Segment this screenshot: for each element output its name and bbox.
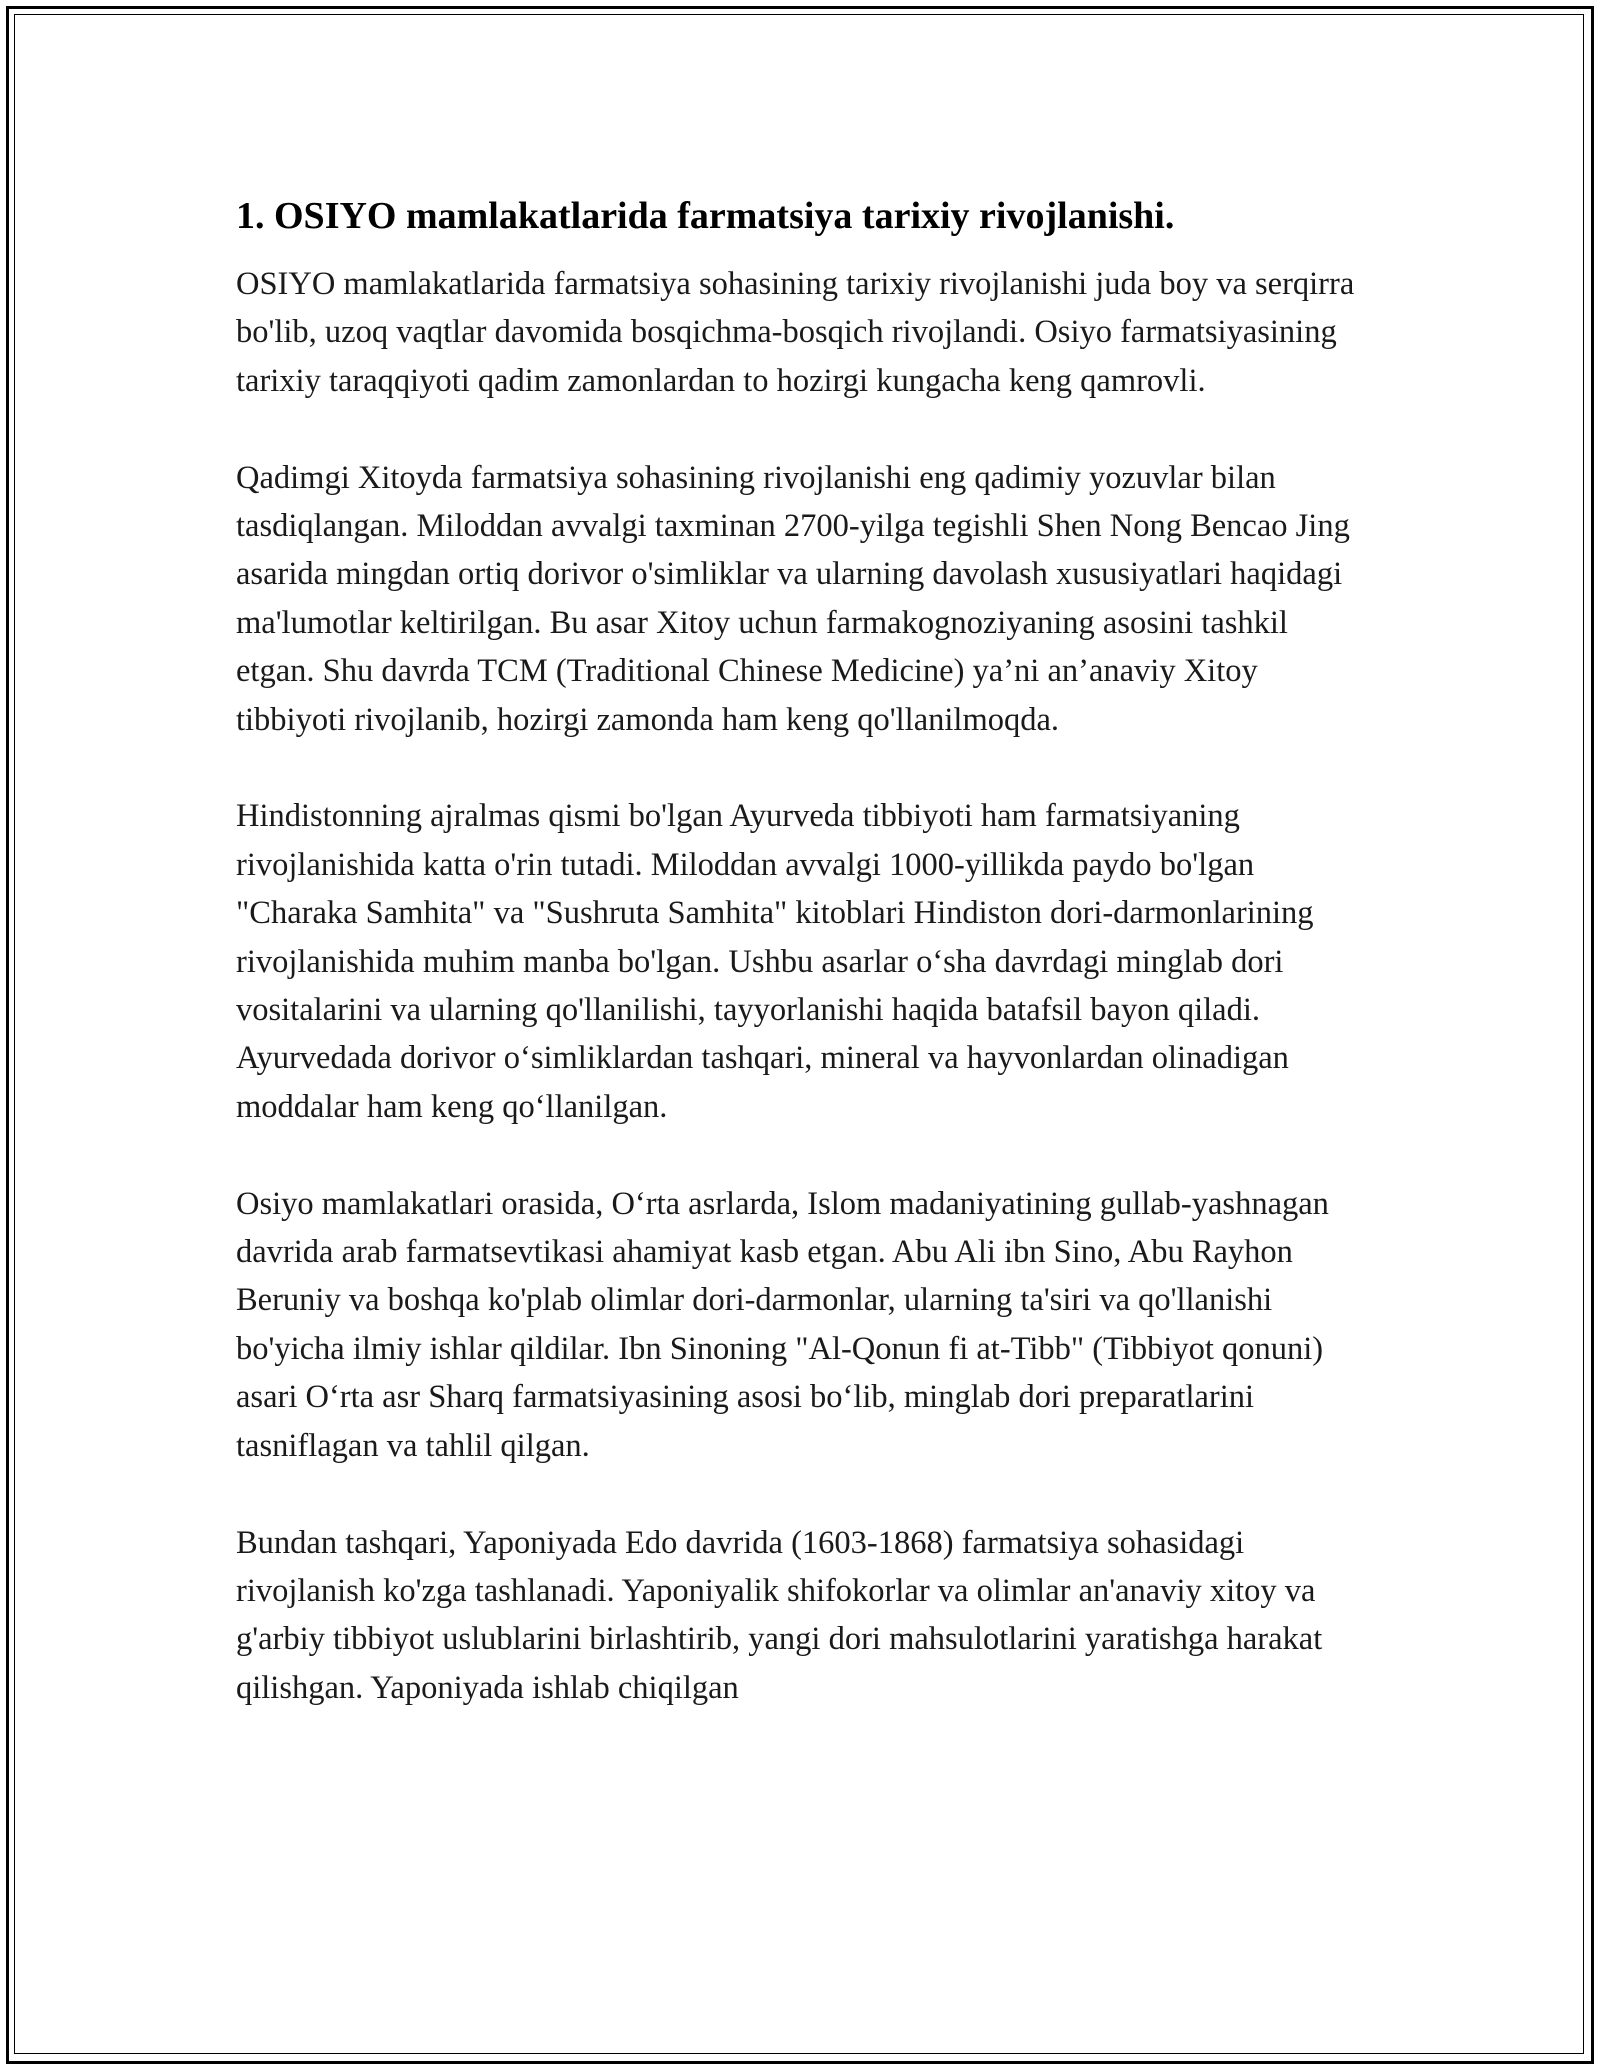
paragraph-islamic: Osiyo mamlakatlari orasida, O‘rta asrlarda, Islom madaniyatining gullab-yashnagan davrida arab farmatsevtikasi ahamiyat kasb etgan. Abu Ali ibn Sino, Abu Rayhon Beruniy va boshqa ko'plab olimlar dori-darmonlar, ularning ta'siri va qo'llanishi bo'yicha ilmiy ishlar qildilar. Ibn Sinoning "Al-Qonun fi at-Tibb" (Tibbiyot qonuni) asari O‘rta asr Sharq farmatsiyasining asosi bo‘lib, minglab dori preparatlarini tasniflagan va tahlil qilgan. [236,1185,1329,1464]
document-body [236,188,1366,1761]
paragraph-china: Qadimgi Xitoyda farmatsiya sohasining rivojlanishi eng qadimiy yozuvlar bilan tasdiqlangan. Miloddan avvalgi taxminan 2700-yilga tegishli Shen Nong Bencao Jing asarida mingdan ortiq dorivor o'simliklar va ularning davolash xususiyatlari haqidagi ma'lumotlar keltirilgan. Bu asar Xitoy uchun farmakognoziyaning asosini tashkil etgan. Shu davrda TCM (Traditional Chinese Medicine) ya’ni an’anaviy Xitoy tibbiyoti rivojlanib, hozirgi zamonda ham keng qo'llanilmoqda. [236,459,1350,738]
paragraph-india: Hindistonning ajralmas qismi bo'lgan Ayurveda tibbiyoti ham farmatsiyaning rivojlanishida katta o'rin tutadi. Miloddan avvalgi 1000-yillikda paydo bo'lgan "Charaka Samhita" va "Sushruta Samhita" kitoblari Hindiston dori-darmonlarining rivojlanishida muhim manba bo'lgan. Ushbu asarlar o‘sha davrdagi minglab dori vositalarini va ularning qo'llanilishi, tayyorlanishi haqida batafsil bayon qiladi. Ayurvedada dorivor o‘simliklardan tashqari, mineral va hayvonlardan olinadigan moddalar ham keng qo‘llanilgan. [236,798,1314,1125]
paragraph-japan: Bundan tashqari, Yaponiyada Edo davrida (1603-1868) farmatsiya sohasidagi rivojlanish ko'zga tashlanadi. Yaponiyalik shifokorlar va olimlar an'anaviy xitoy va g'arbiy tibbiyot uslublarini birlashtirib, yangi dori mahsulotlarini yaratishga harakat qilishgan. Yaponiyada ishlab chiqilgan [236,1524,1323,1706]
paragraph-intro: OSIYO mamlakatlarida farmatsiya sohasining tarixiy rivojlanishi juda boy va serqirra bo'lib, uzoq vaqtlar davomida bosqichma-bosqich rivojlandi. Osiyo farmatsiyasining tarixiy taraqqiyoti qadim zamonlardan to hozirgi kungacha keng qamrovli. [236,266,1355,399]
section-heading: 1. OSIYO mamlakatlarida farmatsiya tarixiy rivojlanishi. [236,195,1175,237]
